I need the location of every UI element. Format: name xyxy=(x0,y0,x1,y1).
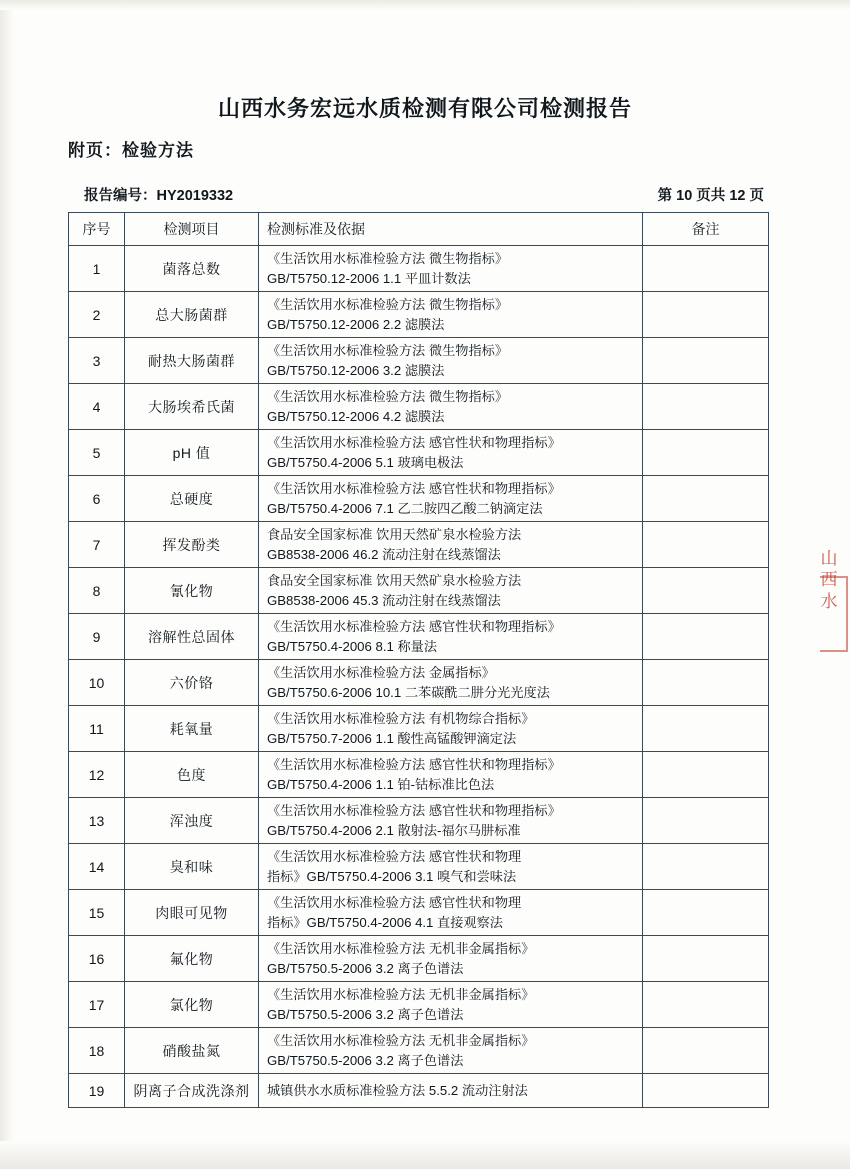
standard-line-1: 《生活饮用水标准检验方法 感官性状和物理指标》 xyxy=(267,803,561,819)
company-seal xyxy=(812,548,846,666)
scan-edge-bottom xyxy=(0,1141,850,1169)
standard-line-1: 食品安全国家标准 饮用天然矿泉水检验方法 xyxy=(267,527,522,543)
standard-line-2: GB/T5750.7-2006 1.1 酸性高锰酸钾滴定法 xyxy=(267,730,517,746)
standard-line-2: GB/T5750.4-2006 5.1 玻璃电极法 xyxy=(267,454,464,470)
standard-line-1: 《生活饮用水标准检验方法 微生物指标》 xyxy=(267,389,509,405)
cell-no: 14 xyxy=(69,844,125,890)
table-row xyxy=(69,706,769,752)
standard-line-2: GB/T5750.4-2006 7.1 乙二胺四乙酸二钠滴定法 xyxy=(267,500,543,516)
seal-line-3: 水 xyxy=(820,591,838,611)
cell-item: 硝酸盐氮 xyxy=(125,1028,259,1074)
standard-line-1: 《生活饮用水标准检验方法 无机非金属指标》 xyxy=(267,987,535,1003)
cell-note xyxy=(643,1028,769,1074)
standard-line-2: 指标》GB/T5750.4-2006 4.1 直接观察法 xyxy=(267,914,503,930)
cell-standard xyxy=(259,522,643,568)
standard-line-1: 《生活饮用水标准检验方法 微生物指标》 xyxy=(267,251,509,267)
standard-line-2: GB/T5750.12-2006 3.2 滤膜法 xyxy=(267,362,445,378)
cell-item: 耗氧量 xyxy=(125,706,259,752)
cell-standard xyxy=(259,752,643,798)
cell-no: 5 xyxy=(69,430,125,476)
table-row xyxy=(69,1074,769,1108)
cell-item: 总硬度 xyxy=(125,476,259,522)
cell-standard xyxy=(259,338,643,384)
scan-edge-top xyxy=(0,0,850,10)
column-header-no: 序号 xyxy=(69,213,125,246)
cell-note xyxy=(643,338,769,384)
standard-line-1: 《生活饮用水标准检验方法 有机物综合指标》 xyxy=(267,711,535,727)
cell-standard xyxy=(259,844,643,890)
cell-no: 12 xyxy=(69,752,125,798)
cell-no: 11 xyxy=(69,706,125,752)
table-row xyxy=(69,890,769,936)
cell-note xyxy=(643,614,769,660)
standard-line-1: 《生活饮用水标准检验方法 感官性状和物理 xyxy=(267,849,522,865)
cell-no: 9 xyxy=(69,614,125,660)
table-row xyxy=(69,982,769,1028)
table-row xyxy=(69,614,769,660)
cell-item: 总大肠菌群 xyxy=(125,292,259,338)
table-row xyxy=(69,660,769,706)
table-row xyxy=(69,1028,769,1074)
table-row xyxy=(69,246,769,292)
cell-no: 10 xyxy=(69,660,125,706)
standard-line-1: 食品安全国家标准 饮用天然矿泉水检验方法 xyxy=(267,573,522,589)
table-header xyxy=(69,213,769,246)
standard-line-2: GB8538-2006 45.3 流动注射在线蒸馏法 xyxy=(267,592,501,608)
table-row xyxy=(69,384,769,430)
cell-note xyxy=(643,430,769,476)
cell-no: 16 xyxy=(69,936,125,982)
cell-note xyxy=(643,568,769,614)
cell-note xyxy=(643,706,769,752)
cell-standard xyxy=(259,890,643,936)
cell-item: 大肠埃希氏菌 xyxy=(125,384,259,430)
standard-line-2: GB/T5750.4-2006 1.1 铂-钴标准比色法 xyxy=(267,776,495,792)
cell-item: 臭和味 xyxy=(125,844,259,890)
cell-standard xyxy=(259,430,643,476)
cell-note xyxy=(643,844,769,890)
standard-line-2: GB/T5750.4-2006 2.1 散射法-福尔马肼标准 xyxy=(267,822,521,838)
cell-no: 15 xyxy=(69,890,125,936)
table-row xyxy=(69,476,769,522)
cell-item: 六价铬 xyxy=(125,660,259,706)
cell-note xyxy=(643,982,769,1028)
cell-item: 阴离子合成洗涤剂 xyxy=(125,1074,259,1108)
cell-standard xyxy=(259,384,643,430)
cell-note xyxy=(643,660,769,706)
cell-no: 1 xyxy=(69,246,125,292)
standard-line-2: GB/T5750.5-2006 3.2 离子色谱法 xyxy=(267,960,464,976)
cell-item: 溶解性总固体 xyxy=(125,614,259,660)
cell-item: 耐热大肠菌群 xyxy=(125,338,259,384)
cell-no: 3 xyxy=(69,338,125,384)
cell-item: 氯化物 xyxy=(125,982,259,1028)
cell-standard xyxy=(259,660,643,706)
seal-line-1: 山 xyxy=(820,549,838,568)
table-row xyxy=(69,522,769,568)
standard-line-1: 《生活饮用水标准检验方法 无机非金属指标》 xyxy=(267,1033,535,1049)
cell-no: 2 xyxy=(69,292,125,338)
seal-line-2: 西 xyxy=(820,570,838,590)
table-row xyxy=(69,752,769,798)
cell-no: 17 xyxy=(69,982,125,1028)
cell-standard xyxy=(259,568,643,614)
table-body xyxy=(69,246,769,1108)
column-header-note: 备注 xyxy=(643,213,769,246)
cell-item: 浑浊度 xyxy=(125,798,259,844)
standard-line-2: GB/T5750.12-2006 1.1 平皿计数法 xyxy=(267,270,471,286)
cell-standard xyxy=(259,982,643,1028)
cell-no: 4 xyxy=(69,384,125,430)
standard-line-1: 《生活饮用水标准检验方法 微生物指标》 xyxy=(267,297,509,313)
cell-no: 13 xyxy=(69,798,125,844)
standard-line-1: 《生活饮用水标准检验方法 感官性状和物理指标》 xyxy=(267,435,561,451)
cell-item: 菌落总数 xyxy=(125,246,259,292)
cell-no: 6 xyxy=(69,476,125,522)
standard-line-2: GB/T5750.12-2006 4.2 滤膜法 xyxy=(267,408,445,424)
cell-note xyxy=(643,292,769,338)
cell-item: 挥发酚类 xyxy=(125,522,259,568)
cell-item: 色度 xyxy=(125,752,259,798)
cell-standard xyxy=(259,1028,643,1074)
report-meta xyxy=(84,184,764,205)
cell-item: 氟化物 xyxy=(125,936,259,982)
cell-item: pH 值 xyxy=(125,430,259,476)
column-header-item: 检测项目 xyxy=(125,213,259,246)
cell-no: 18 xyxy=(69,1028,125,1074)
cell-note xyxy=(643,246,769,292)
standard-line-2: GB/T5750.4-2006 8.1 称量法 xyxy=(267,638,438,654)
cell-note xyxy=(643,752,769,798)
table-row xyxy=(69,338,769,384)
standard-line-1: 《生活饮用水标准检验方法 感官性状和物理指标》 xyxy=(267,757,561,773)
table-row xyxy=(69,568,769,614)
cell-standard xyxy=(259,246,643,292)
standard-line-2: GB8538-2006 46.2 流动注射在线蒸馏法 xyxy=(267,546,501,562)
document-subtitle: 附页：检验方法 xyxy=(68,141,194,160)
table-row xyxy=(69,936,769,982)
cell-no: 19 xyxy=(69,1074,125,1108)
standard-line-1: 《生活饮用水标准检验方法 感官性状和物理指标》 xyxy=(267,481,561,497)
standard-line-2: GB/T5750.12-2006 2.2 滤膜法 xyxy=(267,316,445,332)
standard-line-2: GB/T5750.5-2006 3.2 离子色谱法 xyxy=(267,1006,464,1022)
cell-note xyxy=(643,384,769,430)
cell-item: 氰化物 xyxy=(125,568,259,614)
standard-line-1: 《生活饮用水标准检验方法 微生物指标》 xyxy=(267,343,509,359)
standard-line-2: GB/T5750.6-2006 10.1 二苯碳酰二肼分光光度法 xyxy=(267,684,550,700)
scan-edge-left xyxy=(0,0,14,1169)
table-row xyxy=(69,292,769,338)
standard-line-1: 《生活饮用水标准检验方法 金属指标》 xyxy=(267,665,495,681)
standard-line-1: 《生活饮用水标准检验方法 无机非金属指标》 xyxy=(267,941,535,957)
cell-standard xyxy=(259,936,643,982)
cell-standard xyxy=(259,292,643,338)
page-number: 第 10 页共 12 页 xyxy=(657,188,764,204)
cell-standard xyxy=(259,614,643,660)
cell-item: 肉眼可见物 xyxy=(125,890,259,936)
cell-note xyxy=(643,936,769,982)
standard-line-1: 城镇供水水质标准检验方法 5.5.2 流动注射法 xyxy=(267,1082,528,1098)
table-row xyxy=(69,798,769,844)
table-row xyxy=(69,430,769,476)
cell-note xyxy=(643,1074,769,1108)
cell-note xyxy=(643,890,769,936)
page-title: 山西水务宏远水质检测有限公司检测报告 xyxy=(217,96,632,121)
cell-standard xyxy=(259,476,643,522)
test-methods-table xyxy=(68,212,769,1108)
cell-no: 7 xyxy=(69,522,125,568)
cell-standard xyxy=(259,1074,643,1108)
standard-line-1: 《生活饮用水标准检验方法 感官性状和物理指标》 xyxy=(267,619,561,635)
report-number: 报告编号：HY2019332 xyxy=(84,188,234,204)
cell-note xyxy=(643,522,769,568)
cell-standard xyxy=(259,798,643,844)
column-header-standard: 检测标准及依据 xyxy=(259,213,643,246)
standard-line-1: 《生活饮用水标准检验方法 感官性状和物理 xyxy=(267,895,522,911)
cell-note xyxy=(643,476,769,522)
cell-note xyxy=(643,798,769,844)
standard-line-2: 指标》GB/T5750.4-2006 3.1 嗅气和尝味法 xyxy=(267,868,517,884)
standard-line-2: GB/T5750.5-2006 3.2 离子色谱法 xyxy=(267,1052,464,1068)
table-row xyxy=(69,844,769,890)
table-header-row xyxy=(69,213,769,246)
cell-no: 8 xyxy=(69,568,125,614)
cell-standard xyxy=(259,706,643,752)
